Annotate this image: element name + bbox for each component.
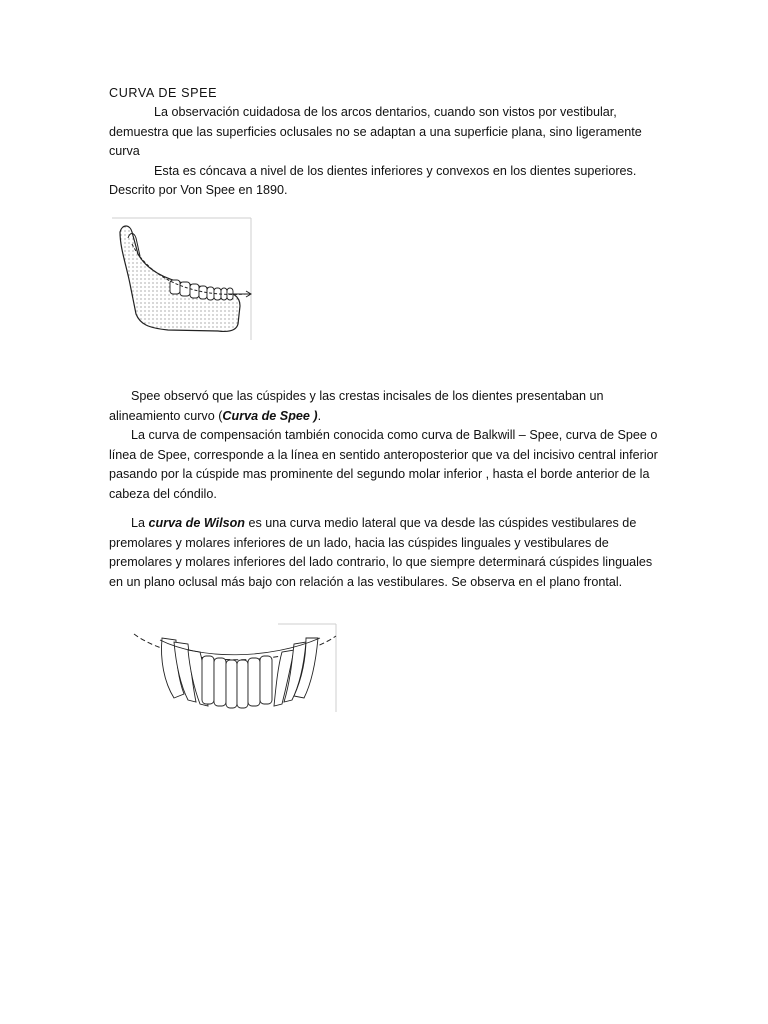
spee-intro [109, 103, 661, 201]
paragraph-concava: Esta es cóncava a nivel de los dientes inferiores y convexos en los dientes superiores. Descrito por Von Spee en 1890. [109, 163, 637, 197]
spee-observo-end: . [317, 408, 322, 423]
dental-arch-illustration [130, 620, 340, 715]
curva-de-spee-term: Curva de Spee ) [222, 408, 318, 423]
wilson-figure [130, 620, 340, 715]
section-title: CURVA DE SPEE [109, 86, 218, 100]
mandible-figure [108, 214, 258, 342]
wilson-text: es una curva medio lateral que va desde las cúspides vestibulares de premolares y molares inferiores de un lado, hacia las cúspides linguales y vestibulares de premolares y molares inferiores del lado contrario, lo que siempre determinará cúspides linguales en un plano oclusal más bajo con relación a las vestibulares. Se observa en el plano frontal. [109, 516, 653, 589]
spee-observo-text: Spee observó que las cúspides y las crestas incisales de los dientes presentaban un alineamiento curvo ( [109, 389, 604, 423]
paragraph-spee-observo [109, 387, 661, 426]
mandible-illustration [108, 214, 258, 342]
spee-detail [109, 387, 661, 504]
wilson-section [109, 514, 661, 592]
paragraph-observacion: La observación cuidadosa de los arcos dentarios, cuando son vistos por vestibular, demuestra que las superficies oclusales no se adaptan a una superficie plana, sino ligeramente curva [109, 105, 642, 158]
curva-de-wilson-term: curva de Wilson [148, 516, 245, 530]
wilson-pre: La [131, 516, 149, 530]
paragraph-wilson [109, 514, 661, 592]
paragraph-compensacion: La curva de compensación también conocida como curva de Balkwill – Spee, curva de Spee o línea de Spee, corresponde a la línea en sentido anteroposterior que va del incisivo central inferior pasando por la cúspide mas prominente del segundo molar inferior , hasta el borde anterior de la cabeza del cóndilo. [109, 428, 658, 501]
